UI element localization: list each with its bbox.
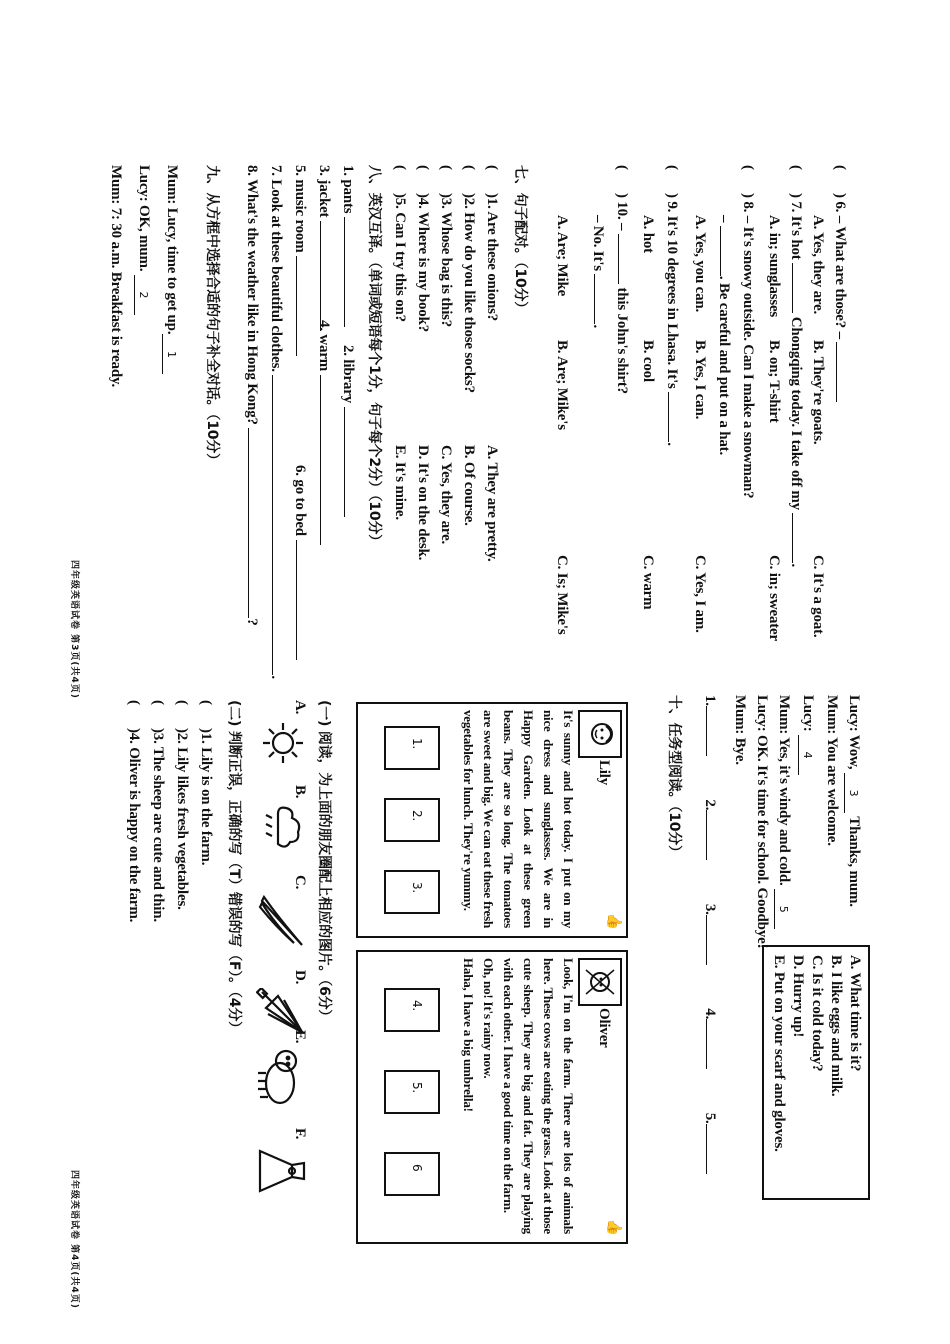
lily-avatar-icon: [578, 710, 622, 758]
lily-post-text: It's sunny and hot today. I put on my nice dress and sunglasses. We are in Happy Garden. Look at these green beans. They are so long. The tomatoes are sweet and big. We can eat these fresh vegetables for lunch. They're yummy.: [461, 710, 576, 928]
answer-blank[interactable]: [706, 915, 707, 965]
question-text: 8. – It's snowy outside. Can I make a snowman?: [740, 201, 756, 499]
picture-label: B.: [292, 785, 308, 799]
match-question-3: ()3. Whose bag is this?: [438, 165, 454, 328]
picture-label: A.: [292, 700, 308, 715]
question-text: this John's shirt?: [614, 287, 630, 394]
translate-6: [290, 465, 310, 660]
options-box: [762, 945, 870, 1200]
section-9-title: 九、从方框中选择合适的句子补全对话。（10分）: [204, 165, 220, 467]
picture-e: [256, 1030, 308, 1107]
part-1-title: (一) 阅读，为上面的朋友圈配上相应的图片。（6分）: [316, 700, 332, 1024]
word: 2. library: [340, 345, 356, 403]
option-c: C. in; sweater: [766, 555, 782, 641]
oliver-name: Oliver: [596, 1008, 612, 1048]
translate-5: [290, 165, 310, 356]
option-e: E. Put on your scarf and gloves.: [771, 955, 787, 1152]
answer-blanks-row: [700, 695, 720, 1174]
oliver-text: Look, I'm on the farm. There are lots of animals here. These cows are eating the grass. Look at those cute sheep. They are big and fat. They are playing with each other. I have a good time on the farm.: [501, 958, 576, 1234]
answer-blank[interactable]: [320, 221, 321, 331]
dialogue-line: Mum: Bye.: [732, 695, 748, 765]
answer-blank[interactable]: [296, 256, 297, 356]
picture-slot-4[interactable]: 4.: [384, 988, 440, 1032]
answer-blank[interactable]: [706, 706, 707, 756]
option-c: C. Is it cold today?: [809, 955, 825, 1072]
blank-label: 3.: [702, 903, 718, 915]
oliver-avatar-icon: [578, 958, 622, 1006]
option-a: A. Are; Mike: [554, 215, 570, 297]
question-text: Chongqing today. I take off my: [788, 316, 804, 510]
dialogue-text: Lucy: Wow,: [846, 695, 862, 770]
match-question-1: ()1. Are these onions?: [484, 165, 500, 322]
section-8-title: 八、英汉互译。（单词或短语每个1分，句子每个2分）（10分）: [366, 165, 382, 548]
statement-2: ()2. Lily likes fresh vegetables.: [174, 700, 190, 910]
answer-blank[interactable]: [320, 375, 321, 545]
statement-3: ()3. The sheep are cute and thin.: [150, 700, 166, 922]
section-7-title: 七、句子配对。（10分）: [512, 165, 528, 316]
word: 6. go to bed: [292, 465, 308, 536]
picture-slot-2[interactable]: 2.: [384, 798, 440, 842]
dialogue-text: Mum: Lucy, time to get up.: [164, 165, 180, 335]
match-answer-b: B. Of course.: [461, 445, 477, 526]
picture-slot-5[interactable]: 5.: [384, 1070, 440, 1114]
option-c: C. Is; Mike's: [554, 555, 570, 635]
answer-blank[interactable]: 3: [844, 773, 861, 813]
translate-8: 8. What's the weather like in Hong Kong? ?: [244, 165, 260, 626]
green-beans-icon: [258, 893, 308, 949]
sun-icon: [258, 718, 308, 768]
option-c: C. warm: [640, 555, 656, 610]
blank-label: 1.: [702, 695, 718, 706]
answer-blank[interactable]: [706, 1124, 707, 1174]
match-answer-e: E. It's mine.: [392, 445, 408, 520]
answer-blank[interactable]: 2: [134, 275, 151, 315]
translate-4: [314, 320, 334, 545]
word: 3. jacket: [316, 165, 332, 218]
option-a: A. Yes, they are.: [810, 215, 826, 315]
dialogue-text: Lucy: OK, mum.: [136, 165, 152, 272]
oliver-post: [356, 950, 628, 1244]
dialogue-text: Lucy:: [800, 695, 816, 732]
option-b: B. Are; Mike's: [554, 340, 570, 430]
like-icon: 👍: [606, 1218, 621, 1236]
lily-post: [356, 702, 628, 938]
dialogue-line: [844, 695, 864, 907]
dialogue-line: [134, 165, 154, 315]
dialogue-line: [774, 695, 794, 929]
answer-blank[interactable]: [720, 226, 721, 276]
lily-name: Lily: [596, 760, 612, 786]
answer-blank[interactable]: 5: [774, 889, 791, 929]
option-b: B. cool: [640, 340, 656, 382]
blank-label: 5.: [702, 1112, 718, 1124]
answer-blank[interactable]: [706, 810, 707, 860]
dialogue-line: Mum: 7: 30 a.m. Breakfast is ready.: [108, 165, 124, 388]
translate-2: [338, 345, 358, 517]
dialogue-text: Mum: Yes, it's windy and cold.: [776, 695, 792, 886]
picture-label: D.: [292, 970, 308, 985]
oliver-text: Oh, no! It's rainy now.: [481, 958, 496, 1079]
dialogue-text: Thanks, mum.: [846, 816, 862, 907]
answer-blank[interactable]: [792, 263, 793, 313]
answer-blank[interactable]: 1: [162, 334, 179, 374]
answer-blank[interactable]: [668, 392, 669, 442]
statement-text: )4. Oliver is happy on the farm.: [126, 728, 142, 923]
option-b: B. on; T-shirt: [766, 340, 782, 423]
option-a: A. Yes, you can.: [692, 215, 708, 313]
question-text: )3. Whose bag is this?: [438, 193, 454, 328]
statement-text: )3. The sheep are cute and thin.: [150, 728, 166, 922]
page-footer: 四年级英语试卷 第3页(共4页): [69, 560, 79, 699]
option-b: B. Yes, I can.: [692, 340, 708, 420]
option-c: C. It's a goat.: [810, 555, 826, 638]
question-10-line2: – No. It's .: [590, 215, 606, 329]
picture-d: [256, 970, 308, 1038]
match-question-2: ()2. How do you like those socks?: [461, 165, 477, 393]
answer-blank[interactable]: [344, 407, 345, 517]
match-question-4: ()4. Where is my book?: [415, 165, 431, 333]
part-2-title: (二) 判断正误，正确的写（T）错误的写（F）。（4分）: [226, 700, 242, 1035]
question-text: – No. It's: [590, 215, 606, 271]
options-6: [808, 215, 828, 314]
answer-blank[interactable]: [792, 513, 793, 563]
question-text: )1. Are these onions?: [484, 193, 500, 322]
picture-label: F.: [292, 1128, 308, 1140]
picture-c: [258, 875, 308, 949]
option-a: A. in; sunglasses: [766, 215, 782, 318]
answer-blank[interactable]: [344, 217, 345, 327]
dialogue-line: [162, 165, 182, 374]
answer-blank[interactable]: [296, 540, 297, 660]
translate-3: [314, 165, 334, 331]
statement-1: ()1. Lily is on the farm.: [198, 700, 214, 866]
answer-blank[interactable]: [248, 428, 249, 618]
oliver-text: Haha, I have a big umbrella!: [461, 958, 476, 1112]
question-9: () 9. It's 10 degrees in Lhasa. It's .: [664, 165, 680, 446]
statement-4: ()4. Oliver is happy on the farm.: [126, 700, 142, 923]
word: 1. pants: [340, 165, 356, 214]
sentence: 7. Look at these beautiful clothes.: [268, 165, 284, 372]
question-7: () 7. It's hot Chongqing today. I take off my .: [788, 165, 804, 568]
option-b: B. They're goats.: [810, 340, 826, 445]
match-answer-d: D. It's on the desk.: [415, 445, 431, 561]
question-text: )2. How do you like those socks?: [461, 193, 477, 393]
picture-slot-6[interactable]: 6: [384, 1152, 440, 1196]
word: 5. music room: [292, 165, 308, 253]
option-c: C. Yes, I am.: [692, 555, 708, 633]
picture-a: [258, 700, 308, 768]
question-text: 7. It's hot: [788, 201, 804, 260]
dialogue-line: Lucy: OK. It's time for school. Goodbye!: [754, 695, 770, 949]
picture-f: [256, 1128, 308, 1199]
picture-b: [258, 785, 308, 852]
section-10-title: 十、任务型阅读。（10分）: [666, 695, 682, 859]
picture-slot-1[interactable]: 1.: [384, 726, 440, 770]
statement-text: )1. Lily is on the farm.: [198, 728, 214, 866]
translate-7: 7. Look at these beautiful clothes. .: [268, 165, 284, 679]
question-text: . Be careful and put on a hat.: [716, 275, 732, 456]
question-text: 9. It's 10 degrees in Lhasa. It's: [664, 201, 680, 389]
answer-blank[interactable]: 4: [798, 735, 815, 775]
option-d: D. Hurry up!: [790, 955, 806, 1038]
option-a: A. What time is it?: [847, 955, 863, 1072]
question-10: () 10. – this John's shirt?: [614, 165, 630, 394]
question-text: )4. Where is my book?: [415, 193, 431, 333]
page-footer: 四年级英语试卷 第4页(共4页): [69, 1170, 79, 1309]
statement-text: )2. Lily likes fresh vegetables.: [174, 728, 190, 910]
question-6: () 6. – What are those? –: [830, 165, 850, 402]
dialogue-line: Mum: You are welcome.: [824, 695, 840, 846]
option-b: B. I like eggs and milk.: [828, 955, 844, 1097]
question-text: 6. – What are those? –: [832, 201, 848, 339]
answer-blank[interactable]: [706, 1019, 707, 1069]
translate-1: [338, 165, 358, 327]
match-answer-a: A. They are pretty.: [484, 445, 500, 562]
match-question-5: ()5. Can I try this on?: [392, 165, 408, 322]
question-8-line2: – . Be careful and put on a hat.: [716, 215, 732, 456]
blank-label: 2.: [702, 799, 718, 811]
picture-slot-3[interactable]: 3.: [384, 870, 440, 914]
dialogue-line: [798, 695, 818, 775]
oliver-post-text: [458, 958, 578, 1234]
match-answer-c: C. Yes, they are.: [438, 445, 454, 545]
answer-blank[interactable]: [836, 342, 837, 402]
answer-blank[interactable]: [272, 375, 273, 675]
question-8: () 8. – It's snowy outside. Can I make a snowman?: [740, 165, 756, 499]
sheep-icon: [256, 1047, 308, 1107]
answer-blank[interactable]: [594, 274, 595, 324]
blank-label: 4.: [702, 1008, 718, 1020]
rain-cloud-icon: [258, 802, 308, 852]
like-icon: 👍: [606, 912, 621, 930]
question-text: )5. Can I try this on?: [392, 193, 408, 322]
question-text: 10. –: [614, 201, 630, 231]
picture-label: E.: [292, 1030, 308, 1044]
option-a: A. hot: [640, 215, 656, 253]
answer-blank[interactable]: [618, 234, 619, 284]
picture-label: C.: [292, 875, 308, 890]
dress-icon: [256, 1143, 308, 1199]
sentence: 8. What's the weather like in Hong Kong?: [244, 165, 260, 425]
word: 4. warm: [316, 320, 332, 372]
